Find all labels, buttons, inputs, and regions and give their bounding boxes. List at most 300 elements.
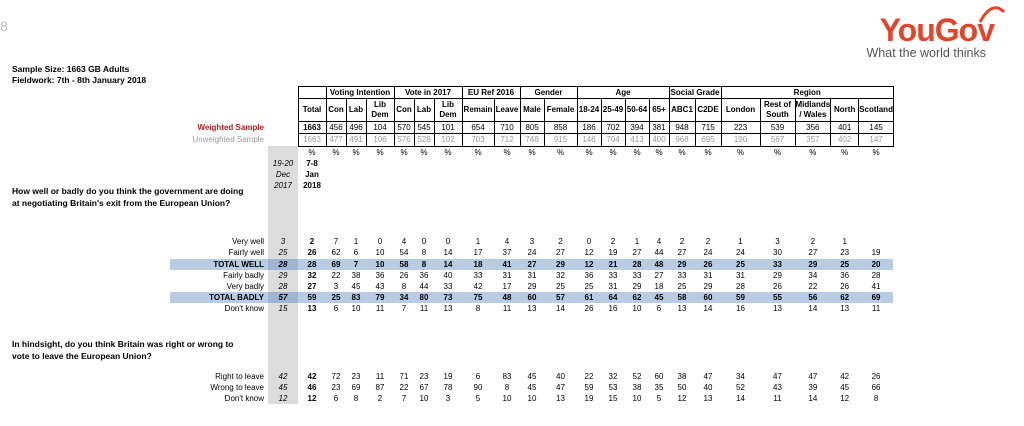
column-header: Midlands / Wales bbox=[795, 99, 831, 122]
answer-value: 2 bbox=[610, 237, 616, 247]
percent-sign: % bbox=[773, 147, 782, 157]
answer-value: 2 bbox=[377, 393, 383, 403]
answer-label: TOTAL WELL bbox=[170, 259, 268, 270]
answer-value: 14 bbox=[808, 304, 818, 314]
answer-value: 7 bbox=[346, 259, 366, 270]
empty-cell bbox=[577, 337, 601, 348]
answer-value: 27 bbox=[307, 281, 317, 291]
date-header-row bbox=[170, 180, 893, 191]
empty-cell bbox=[520, 214, 544, 225]
empty-cell bbox=[544, 348, 577, 359]
empty-cell bbox=[859, 359, 894, 370]
answer-value: 4 bbox=[504, 237, 510, 247]
answer-value: 27 bbox=[677, 248, 687, 258]
answer-value: 59 bbox=[721, 292, 760, 303]
percent-sign: % bbox=[872, 147, 880, 157]
sample-value: 145 bbox=[859, 122, 894, 134]
spacer-row bbox=[170, 315, 893, 326]
sample-value: 545 bbox=[414, 122, 434, 134]
column-header: ABC1 bbox=[669, 99, 695, 122]
answer-value: 59 bbox=[584, 382, 594, 392]
empty-cell bbox=[326, 158, 346, 169]
empty-cell bbox=[394, 225, 414, 236]
empty-cell bbox=[366, 180, 394, 191]
current-date: 7-8 bbox=[306, 158, 318, 168]
sample-value: 394 bbox=[625, 122, 649, 134]
empty-cell bbox=[544, 214, 577, 225]
empty-cell bbox=[625, 348, 649, 359]
empty-cell bbox=[494, 180, 520, 191]
percent-sign: % bbox=[633, 147, 641, 157]
answer-value: 90 bbox=[473, 382, 483, 392]
logo-arc-icon bbox=[978, 4, 1006, 24]
answer-value: 38 bbox=[351, 270, 361, 280]
sample-value: 576 bbox=[394, 134, 414, 146]
empty-cell bbox=[462, 348, 494, 359]
answer-value: 19 bbox=[871, 248, 881, 258]
empty-cell bbox=[669, 315, 695, 326]
answer-value: 10 bbox=[527, 393, 537, 403]
answer-value: 40 bbox=[443, 270, 453, 280]
empty-cell bbox=[346, 191, 366, 202]
empty-cell bbox=[414, 359, 434, 370]
percent-sign: % bbox=[528, 147, 536, 157]
spacer-row bbox=[170, 359, 893, 370]
answer-value: 55 bbox=[760, 292, 795, 303]
empty-cell bbox=[760, 359, 795, 370]
answer-value: 26 bbox=[773, 281, 782, 291]
answer-value: 12 bbox=[677, 393, 687, 403]
answer-value: 29 bbox=[669, 259, 695, 270]
answer-value: 14 bbox=[736, 393, 745, 403]
empty-cell bbox=[649, 359, 669, 370]
answer-value: 33 bbox=[760, 259, 795, 270]
answer-value: 47 bbox=[773, 371, 782, 381]
column-header: Male bbox=[520, 99, 544, 122]
empty-cell bbox=[859, 236, 894, 247]
empty-cell bbox=[494, 169, 520, 180]
answer-value: 75 bbox=[462, 292, 494, 303]
answer-value: 33 bbox=[632, 270, 642, 280]
answer-value: 13 bbox=[556, 393, 565, 403]
empty-cell bbox=[366, 169, 394, 180]
empty-cell bbox=[394, 348, 414, 359]
answer-value: 79 bbox=[366, 292, 394, 303]
sample-value: 948 bbox=[669, 122, 695, 134]
sample-value: 570 bbox=[394, 122, 414, 134]
empty-cell bbox=[298, 326, 326, 337]
current-date: 2018 bbox=[303, 181, 321, 191]
empty-cell bbox=[494, 191, 520, 202]
empty-cell bbox=[366, 191, 394, 202]
empty-cell bbox=[298, 87, 326, 99]
empty-cell bbox=[795, 180, 831, 191]
empty-cell bbox=[625, 359, 649, 370]
empty-cell bbox=[795, 191, 831, 202]
answer-value: 60 bbox=[520, 292, 544, 303]
answer-value: 69 bbox=[859, 292, 894, 303]
column-header: Female bbox=[544, 99, 577, 122]
sample-value: 704 bbox=[601, 134, 625, 146]
group-header: Social Grade bbox=[670, 88, 720, 97]
answer-value: 8 bbox=[353, 393, 359, 403]
empty-cell bbox=[520, 225, 544, 236]
answer-value: 38 bbox=[677, 371, 687, 381]
answer-value: 69 bbox=[326, 259, 346, 270]
empty-cell bbox=[414, 214, 434, 225]
percent-sign: % bbox=[655, 147, 663, 157]
empty-cell bbox=[326, 348, 346, 359]
answer-value: 44 bbox=[419, 281, 429, 291]
answer-value: 14 bbox=[556, 304, 565, 314]
empty-cell bbox=[831, 348, 859, 359]
sample-value: 539 bbox=[760, 122, 795, 134]
empty-cell bbox=[434, 348, 462, 359]
answer-row bbox=[170, 281, 893, 292]
column-header: Total bbox=[298, 99, 326, 122]
empty-cell bbox=[601, 326, 625, 337]
empty-cell bbox=[366, 225, 394, 236]
answer-value: 1 bbox=[475, 237, 481, 247]
answer-value: 23 bbox=[351, 371, 361, 381]
empty-cell bbox=[298, 337, 326, 348]
sample-value: 1663 bbox=[298, 134, 326, 146]
empty-cell bbox=[434, 180, 462, 191]
empty-cell bbox=[170, 158, 268, 169]
empty-cell bbox=[831, 337, 859, 348]
column-header: Lib Dem bbox=[434, 99, 462, 122]
answer-value: 6 bbox=[333, 393, 339, 403]
sample-value: 496 bbox=[346, 122, 366, 134]
percent-row bbox=[170, 146, 893, 158]
sample-value: 748 bbox=[520, 134, 544, 146]
answer-value: 22 bbox=[331, 270, 341, 280]
answer-value: 2 bbox=[679, 237, 685, 247]
empty-cell bbox=[326, 180, 346, 191]
empty-cell bbox=[434, 326, 462, 337]
sample-value: 712 bbox=[494, 134, 520, 146]
answer-value: 2 bbox=[705, 237, 711, 247]
column-header: Lab bbox=[346, 99, 366, 122]
answer-value: 31 bbox=[736, 270, 745, 280]
empty-cell bbox=[859, 225, 894, 236]
answer-label: Fairly well bbox=[228, 248, 264, 258]
answer-value: 78 bbox=[443, 382, 453, 392]
empty-cell bbox=[170, 359, 268, 370]
empty-cell bbox=[831, 158, 859, 169]
answer-value: 27 bbox=[632, 248, 642, 258]
answer-value: 34 bbox=[394, 292, 414, 303]
empty-cell bbox=[346, 337, 366, 348]
empty-cell bbox=[859, 180, 894, 191]
answer-value: 15 bbox=[608, 393, 618, 403]
sample-value: 654 bbox=[462, 122, 494, 134]
history-value: 3 bbox=[268, 236, 298, 247]
percent-sign: % bbox=[308, 147, 316, 157]
group-header-row bbox=[170, 87, 893, 99]
answer-value: 16 bbox=[736, 304, 745, 314]
answer-value: 24 bbox=[527, 248, 537, 258]
empty-cell bbox=[795, 348, 831, 359]
answer-value: 17 bbox=[502, 281, 512, 291]
answer-value: 60 bbox=[695, 292, 721, 303]
answer-value: 0 bbox=[377, 237, 383, 247]
empty-cell bbox=[394, 214, 414, 225]
empty-cell bbox=[577, 326, 601, 337]
question-1-text: How well or badly do you think the government are doing at negotiating Britain's exit from the European Union? bbox=[12, 186, 244, 208]
answer-value: 27 bbox=[654, 270, 664, 280]
column-header: 50-64 bbox=[625, 99, 649, 122]
empty-cell bbox=[721, 348, 760, 359]
empty-cell bbox=[434, 315, 462, 326]
sample-value: 702 bbox=[601, 122, 625, 134]
empty-cell bbox=[859, 337, 894, 348]
empty-cell bbox=[721, 191, 760, 202]
empty-cell bbox=[494, 203, 520, 214]
answer-value: 22 bbox=[808, 281, 818, 291]
answer-value: 1 bbox=[634, 237, 640, 247]
history-value: 12 bbox=[268, 393, 298, 404]
empty-cell bbox=[326, 326, 346, 337]
answer-value: 11 bbox=[773, 393, 782, 403]
sample-value: 381 bbox=[649, 122, 669, 134]
empty-cell bbox=[170, 315, 268, 326]
empty-cell bbox=[601, 225, 625, 236]
group-header: EU Ref 2016 bbox=[462, 87, 520, 99]
sample-value: 101 bbox=[434, 122, 462, 134]
empty-cell bbox=[795, 315, 831, 326]
empty-cell bbox=[520, 315, 544, 326]
answer-row bbox=[170, 371, 893, 382]
answer-value: 32 bbox=[608, 371, 618, 381]
answer-value: 29 bbox=[795, 259, 831, 270]
answer-value: 10 bbox=[375, 248, 385, 258]
answer-value: 33 bbox=[473, 270, 483, 280]
answer-value: 22 bbox=[399, 382, 409, 392]
percent-sign: % bbox=[556, 147, 565, 157]
empty-cell bbox=[494, 225, 520, 236]
empty-cell bbox=[394, 191, 414, 202]
answer-value: 52 bbox=[632, 371, 642, 381]
empty-cell bbox=[520, 158, 544, 169]
answer-value: 32 bbox=[556, 270, 565, 280]
empty-cell bbox=[520, 348, 544, 359]
column-header-row bbox=[170, 99, 893, 122]
answer-value: 41 bbox=[871, 281, 881, 291]
answer-value: 4 bbox=[401, 237, 407, 247]
empty-cell bbox=[695, 214, 721, 225]
history-date: 2017 bbox=[268, 180, 298, 191]
empty-cell bbox=[625, 225, 649, 236]
answer-value: 28 bbox=[736, 281, 745, 291]
sample-value: 715 bbox=[695, 122, 721, 134]
weighted-sample-row bbox=[170, 122, 893, 134]
sample-value: 858 bbox=[544, 122, 577, 134]
answer-row bbox=[170, 382, 893, 393]
empty-cell bbox=[721, 214, 760, 225]
column-header: Con bbox=[326, 99, 346, 122]
history-value: 45 bbox=[268, 382, 298, 393]
answer-value: 73 bbox=[434, 292, 462, 303]
answer-value: 12 bbox=[840, 393, 850, 403]
empty-cell bbox=[326, 315, 346, 326]
answer-value: 27 bbox=[556, 248, 565, 258]
answer-value: 32 bbox=[307, 270, 317, 280]
answer-value: 6 bbox=[333, 304, 339, 314]
empty-cell bbox=[859, 158, 894, 169]
answer-value: 5 bbox=[475, 393, 481, 403]
empty-cell bbox=[520, 359, 544, 370]
empty-cell bbox=[625, 191, 649, 202]
empty-cell bbox=[795, 326, 831, 337]
answer-value: 23 bbox=[419, 371, 429, 381]
answer-value: 0 bbox=[445, 237, 451, 247]
empty-cell bbox=[859, 169, 894, 180]
answer-value: 8 bbox=[401, 281, 407, 291]
history-cell bbox=[268, 359, 298, 370]
empty-cell bbox=[268, 134, 298, 146]
empty-cell bbox=[494, 348, 520, 359]
empty-cell bbox=[649, 191, 669, 202]
empty-cell bbox=[462, 203, 494, 214]
answer-value: 38 bbox=[632, 382, 642, 392]
answer-value: 47 bbox=[808, 371, 818, 381]
empty-cell bbox=[414, 326, 434, 337]
answer-value: 25 bbox=[326, 292, 346, 303]
empty-cell bbox=[414, 337, 434, 348]
answer-value: 10 bbox=[419, 393, 429, 403]
empty-cell bbox=[695, 348, 721, 359]
answer-value: 14 bbox=[808, 393, 818, 403]
empty-cell bbox=[577, 315, 601, 326]
history-cell bbox=[268, 326, 298, 337]
history-cell bbox=[268, 191, 298, 202]
empty-cell bbox=[649, 225, 669, 236]
empty-cell bbox=[462, 169, 494, 180]
sample-value: 102 bbox=[434, 134, 462, 146]
empty-cell bbox=[601, 337, 625, 348]
answer-value: 30 bbox=[773, 248, 782, 258]
empty-cell bbox=[721, 337, 760, 348]
empty-cell bbox=[649, 315, 669, 326]
answer-label: TOTAL BADLY bbox=[170, 292, 268, 303]
percent-sign: % bbox=[400, 147, 408, 157]
empty-cell bbox=[170, 225, 268, 236]
answer-value: 3 bbox=[333, 281, 339, 291]
sample-value: 401 bbox=[831, 122, 859, 134]
empty-cell bbox=[601, 315, 625, 326]
empty-cell bbox=[170, 99, 268, 122]
percent-sign: % bbox=[332, 147, 340, 157]
empty-cell bbox=[298, 315, 326, 326]
empty-cell bbox=[170, 87, 268, 99]
column-header: Rest of South bbox=[760, 99, 795, 122]
empty-cell bbox=[625, 158, 649, 169]
answer-value: 27 bbox=[520, 259, 544, 270]
empty-cell bbox=[268, 87, 298, 99]
spacer-row bbox=[170, 337, 893, 348]
sample-value: 402 bbox=[831, 134, 859, 146]
answer-value: 6 bbox=[353, 248, 359, 258]
empty-cell bbox=[366, 214, 394, 225]
empty-cell bbox=[326, 359, 346, 370]
answer-value: 10 bbox=[502, 393, 512, 403]
percent-sign: % bbox=[841, 147, 849, 157]
empty-cell bbox=[326, 169, 346, 180]
answer-value: 31 bbox=[703, 270, 713, 280]
empty-cell bbox=[795, 203, 831, 214]
empty-cell bbox=[394, 359, 414, 370]
answer-value: 45 bbox=[351, 281, 361, 291]
answer-value: 13 bbox=[677, 304, 687, 314]
empty-cell bbox=[366, 348, 394, 359]
empty-cell bbox=[695, 169, 721, 180]
empty-cell bbox=[577, 225, 601, 236]
empty-cell bbox=[394, 337, 414, 348]
answer-value: 33 bbox=[443, 281, 453, 291]
sample-value: 146 bbox=[577, 134, 601, 146]
sample-value: 104 bbox=[366, 122, 394, 134]
empty-cell bbox=[520, 337, 544, 348]
answer-value: 87 bbox=[375, 382, 385, 392]
answer-value: 11 bbox=[502, 304, 512, 314]
answer-value: 33 bbox=[677, 270, 687, 280]
empty-cell bbox=[625, 203, 649, 214]
empty-cell bbox=[649, 348, 669, 359]
empty-cell bbox=[326, 214, 346, 225]
spacer-row bbox=[170, 214, 893, 225]
empty-cell bbox=[366, 359, 394, 370]
answer-value: 26 bbox=[399, 270, 409, 280]
current-date: Jan bbox=[305, 170, 319, 180]
answer-value: 16 bbox=[608, 304, 618, 314]
question-2-text: In hindsight, do you think Britain was right or wrong to vote to leave the European Union? bbox=[12, 339, 234, 361]
answer-value: 13 bbox=[443, 304, 453, 314]
answer-value: 28 bbox=[871, 270, 881, 280]
percent-sign: % bbox=[704, 147, 712, 157]
answer-value: 42 bbox=[307, 371, 317, 381]
answer-value: 31 bbox=[527, 270, 537, 280]
empty-cell bbox=[859, 214, 894, 225]
answer-value: 8 bbox=[414, 259, 434, 270]
empty-cell bbox=[795, 214, 831, 225]
answer-value: 72 bbox=[331, 371, 341, 381]
empty-cell bbox=[721, 158, 760, 169]
empty-cell bbox=[601, 191, 625, 202]
empty-cell bbox=[414, 225, 434, 236]
empty-cell bbox=[760, 225, 795, 236]
empty-cell bbox=[649, 180, 669, 191]
percent-sign: % bbox=[352, 147, 360, 157]
empty-cell bbox=[760, 326, 795, 337]
spacer-row bbox=[170, 326, 893, 337]
empty-cell bbox=[649, 158, 669, 169]
empty-cell bbox=[462, 225, 494, 236]
answer-value: 11 bbox=[375, 371, 385, 381]
empty-cell bbox=[601, 214, 625, 225]
answer-value: 21 bbox=[601, 259, 625, 270]
answer-value: 12 bbox=[584, 248, 594, 258]
empty-cell bbox=[601, 180, 625, 191]
answer-value: 10 bbox=[632, 304, 642, 314]
answer-row bbox=[170, 236, 893, 247]
answer-value: 18 bbox=[462, 259, 494, 270]
answer-value: 14 bbox=[443, 248, 453, 258]
empty-cell bbox=[669, 214, 695, 225]
empty-cell bbox=[669, 225, 695, 236]
unweighted-sample-row bbox=[170, 134, 893, 146]
empty-cell bbox=[170, 326, 268, 337]
